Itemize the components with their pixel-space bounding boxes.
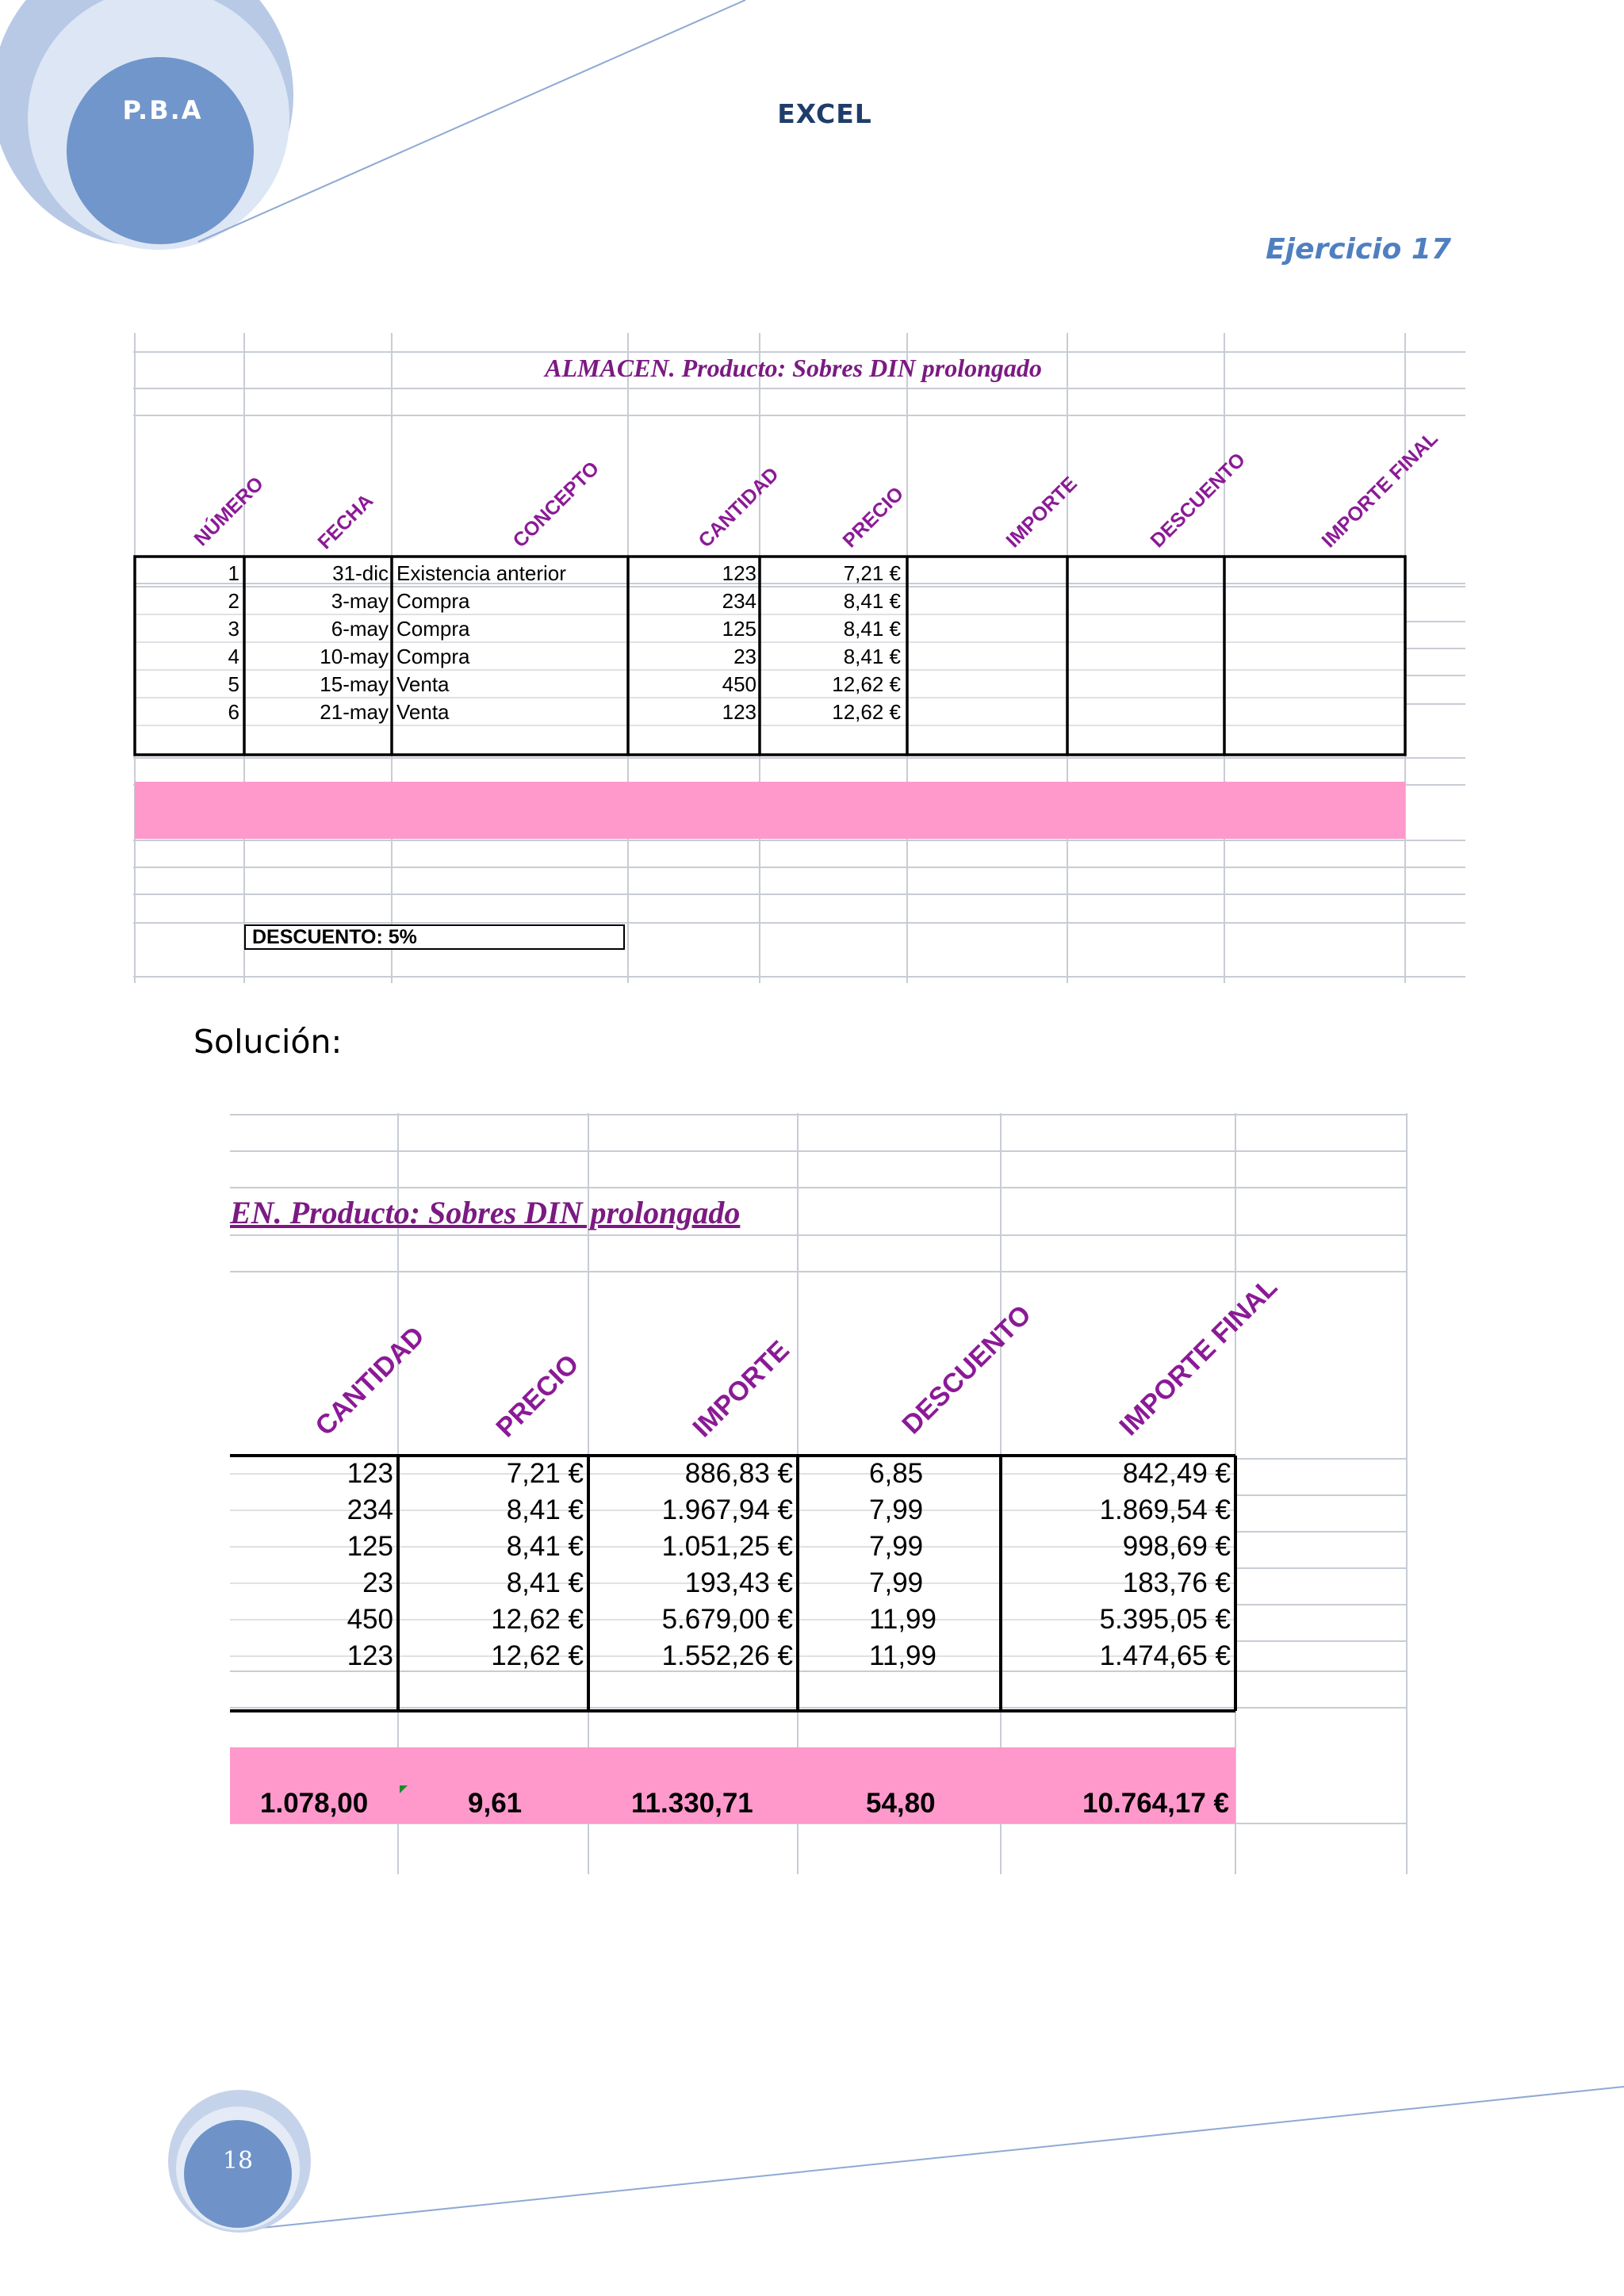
cell-numero: 4 [228,645,239,668]
cell-cantidad: 123 [347,1458,393,1489]
total-cantidad: 1.078,00 [260,1788,369,1819]
cell-cantidad: 23 [733,645,756,668]
header-precio: PRECIO [838,482,909,553]
cell-concepto: Compra [396,589,470,613]
header-importe-final: IMPORTE FINAL [1113,1272,1284,1442]
cell-importe: 1.552,26 € [661,1640,793,1671]
cell-precio: 8,41 € [843,645,901,668]
cell-precio: 8,41 € [843,589,901,613]
cell-fecha: 21-may [320,700,389,724]
cell-importe: 193,43 € [684,1567,793,1598]
cell-fecha: 6-may [331,617,389,641]
cell-precio: 12,62 € [491,1604,584,1635]
page-number: 18 [222,2147,254,2175]
brand-logo-text: P.B.A [122,95,203,125]
header-fecha: FECHA [313,489,378,554]
header-descuento: DESCUENTO [1146,448,1250,553]
cell-descuento: 7,99 [869,1531,924,1562]
cell-numero: 3 [228,617,239,641]
cell-precio: 12,62 € [832,700,901,724]
cell-cantidad: 450 [347,1604,393,1635]
cell-importe: 5.679,00 € [661,1604,793,1635]
total-importe-final: 10.764,17 € [1082,1788,1229,1819]
cell-cantidad: 123 [347,1640,393,1671]
cell-descuento: 11,99 [869,1640,936,1671]
cell-fecha: 31-dic [332,561,389,585]
header-numero: NÚMERO [190,472,268,551]
page-header-title: EXCEL [777,98,872,129]
cell-precio: 8,41 € [506,1531,584,1562]
cell-importe-final: 5.395,05 € [1099,1604,1231,1635]
cell-cantidad: 23 [362,1567,393,1598]
cell-fecha: 3-may [331,589,389,613]
cell-numero: 1 [228,561,239,585]
cell-numero: 6 [228,700,239,724]
sheet1-title: ALMACEN. Producto: Sobres DIN prolongado [545,354,1042,382]
cell-precio: 12,62 € [491,1640,584,1671]
cell-fecha: 15-may [320,672,389,696]
cell-importe-final: 998,69 € [1122,1531,1231,1562]
cell-importe: 1.967,94 € [661,1494,793,1525]
sheet2-title: EN. Producto: Sobres DIN prolongado [230,1195,741,1230]
cell-importe-final: 1.474,65 € [1099,1640,1231,1671]
cell-cantidad: 125 [347,1531,393,1562]
cell-concepto: Compra [396,617,470,641]
cell-cantidad: 123 [722,700,756,724]
total-precio: 9,61 [468,1788,523,1819]
header-precio: PRECIO [490,1349,585,1444]
cell-cantidad: 234 [347,1494,393,1525]
cell-cantidad: 450 [722,672,756,696]
header-importe: IMPORTE [1002,472,1082,553]
discount-label: DESCUENTO: 5% [244,924,625,950]
header-concepto: CONCEPTO [508,457,604,553]
header-importe-final: IMPORTE FINAL [1317,427,1442,553]
cell-cantidad: 234 [722,589,756,613]
cell-precio: 7,21 € [506,1458,584,1489]
cell-concepto: Venta [396,700,450,724]
cell-concepto: Compra [396,645,470,668]
header-cantidad: CANTIDAD [694,463,783,553]
cell-cantidad: 123 [722,561,756,585]
cell-descuento: 6,85 [869,1458,924,1489]
cell-importe: 886,83 € [684,1458,793,1489]
total-importe: 11.330,71 [631,1788,753,1819]
cell-numero: 2 [228,589,239,613]
cell-importe-final: 183,76 € [1122,1567,1231,1598]
header-cantidad: CANTIDAD [309,1320,431,1442]
cell-precio: 8,41 € [506,1494,584,1525]
cell-concepto: Venta [396,672,450,696]
cell-numero: 5 [228,672,239,696]
cell-concepto: Existencia anterior [396,561,566,585]
cell-descuento: 7,99 [869,1494,924,1525]
cell-importe-final: 842,49 € [1122,1458,1231,1489]
solution-label: Solución: [193,1023,343,1061]
cell-descuento: 11,99 [869,1604,936,1635]
cell-precio: 8,41 € [843,617,901,641]
exercise-title: Ejercicio 17 [1266,233,1451,266]
cell-cantidad: 125 [722,617,756,641]
cell-precio: 7,21 € [843,561,901,585]
header-importe: IMPORTE [687,1334,795,1444]
cell-importe-final: 1.869,54 € [1099,1494,1231,1525]
header-descuento: DESCUENTO [896,1299,1037,1441]
cell-descuento: 7,99 [869,1567,924,1598]
cell-importe: 1.051,25 € [661,1531,793,1562]
total-descuento: 54,80 [866,1788,936,1819]
cell-precio: 8,41 € [506,1567,584,1598]
cell-precio: 12,62 € [832,672,901,696]
decor-footer-line [262,2087,1624,2228]
cell-fecha: 10-may [320,645,389,668]
